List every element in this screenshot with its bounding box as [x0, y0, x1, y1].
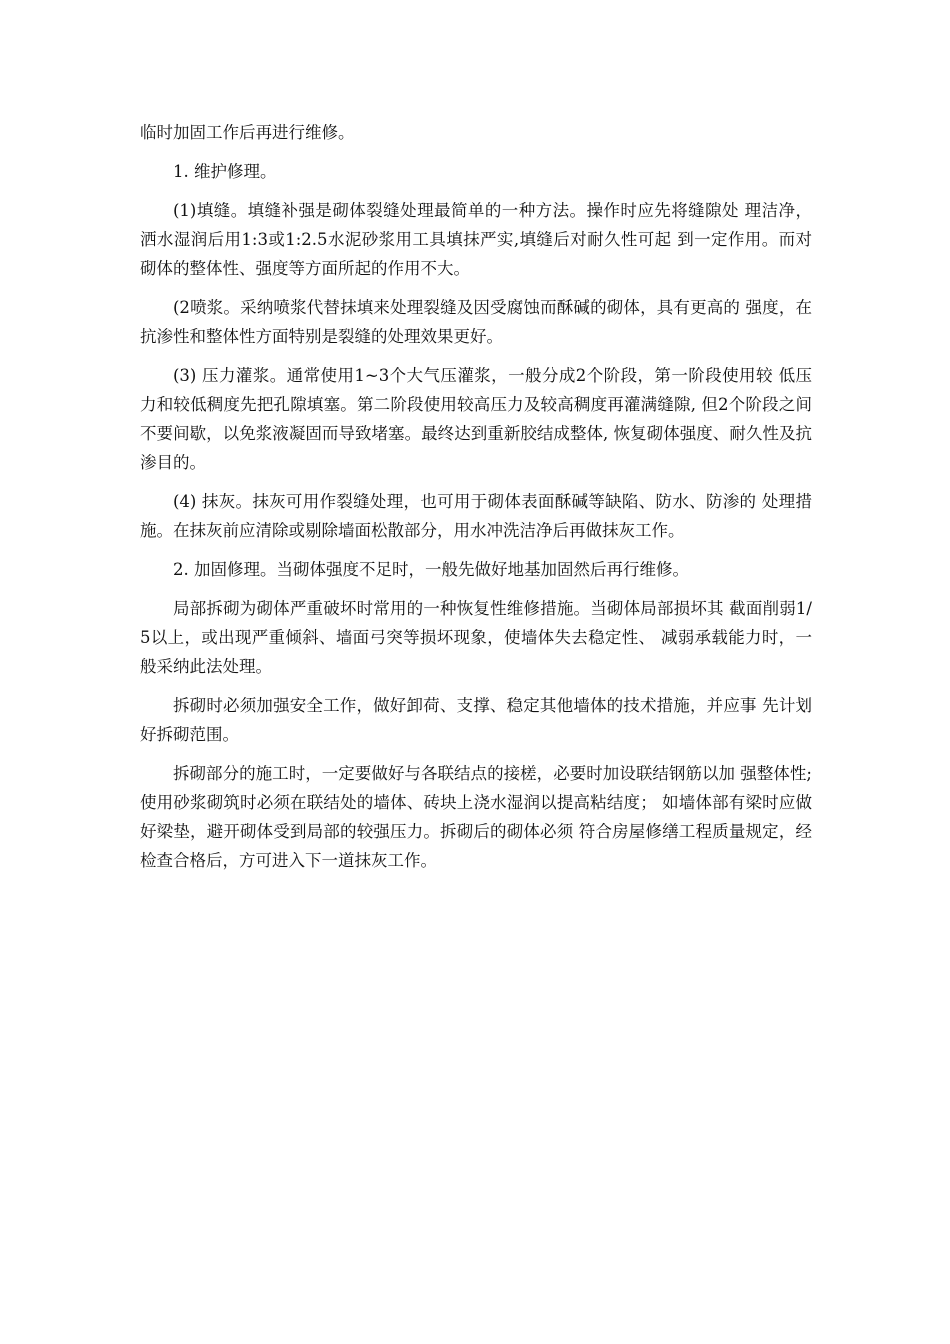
heading-reinforcement-repair: 2. 加固修理。当砌体强度不足时，一般先做好地基加固然后再行维修。 [173, 560, 689, 579]
paragraph-rebuild-construction: 拆砌部分的施工时，一定要做好与各联结点的接槎，必要时加设联结钢筋以加 强整体性;使用砂浆砌筑时必须在联结处的墙体、砖块上浇水湿润以提高粘结度； 如墙体部有梁时应做好梁垫，避开砌体受到局部的较强压力。拆砌后的砌体必须 符合房屋修缮工程质量规定，经检查合格后，方可进入下一道抹灰工作。 [140, 764, 812, 870]
paragraph-plastering: (4) 抹灰。抹灰可用作裂缝处理，也可用于砌体表面酥碱等缺陷、防水、防渗的 处理措施。在抹灰前应清除或剔除墙面松散部分，用水冲洗洁净后再做抹灰工作。 [140, 492, 812, 540]
paragraph-spray-grouting: (2喷浆。采纳喷浆代替抹填来处理裂缝及因受腐蚀而酥碱的砌体，具有更高的 强度，在抗渗性和整体性方面特别是裂缝的处理效果更好。 [140, 298, 812, 346]
paragraph-crack-filling: (1)填缝。填缝补强是砌体裂缝处理最简单的一种方法。操作时应先将缝隙处 理洁净，洒水湿润后用1:3或1:2.5水泥砂浆用工具填抹严实,填缝后对耐久性可起 到一定作用。而对砌体的整体性、强度等方面所起的作用不大。 [140, 201, 812, 278]
paragraph-continuation: 临时加固工作后再进行维修。 [140, 123, 355, 142]
paragraph-partial-rebuild: 局部拆砌为砌体严重破坏时常用的一种恢复性维修措施。当砌体局部损坏其 截面削弱1/5以上，或出现严重倾斜、墙面弓突等损坏现象，使墙体失去稳定性、 减弱承载能力时，一般采纳此法处理。 [140, 599, 812, 676]
heading-maintenance-repair: 1. 维护修理。 [173, 162, 277, 181]
document-body [140, 118, 812, 885]
paragraph-pressure-grouting: (3) 压力灌浆。通常使用1~3个大气压灌浆，一般分成2个阶段，第一阶段使用较 低压力和较低稠度先把孔隙填塞。第二阶段使用较高压力及较高稠度再灌满缝隙, 但2个阶段之间不要间歇，以免浆液凝固而导致堵塞。最终达到重新胶结成整体, 恢复砌体强度、耐久性及抗渗目的。 [140, 366, 812, 472]
paragraph-rebuild-safety: 拆砌时必须加强安全工作，做好卸荷、支撑、稳定其他墙体的技术措施，并应事 先计划好拆砌范围。 [140, 696, 812, 744]
